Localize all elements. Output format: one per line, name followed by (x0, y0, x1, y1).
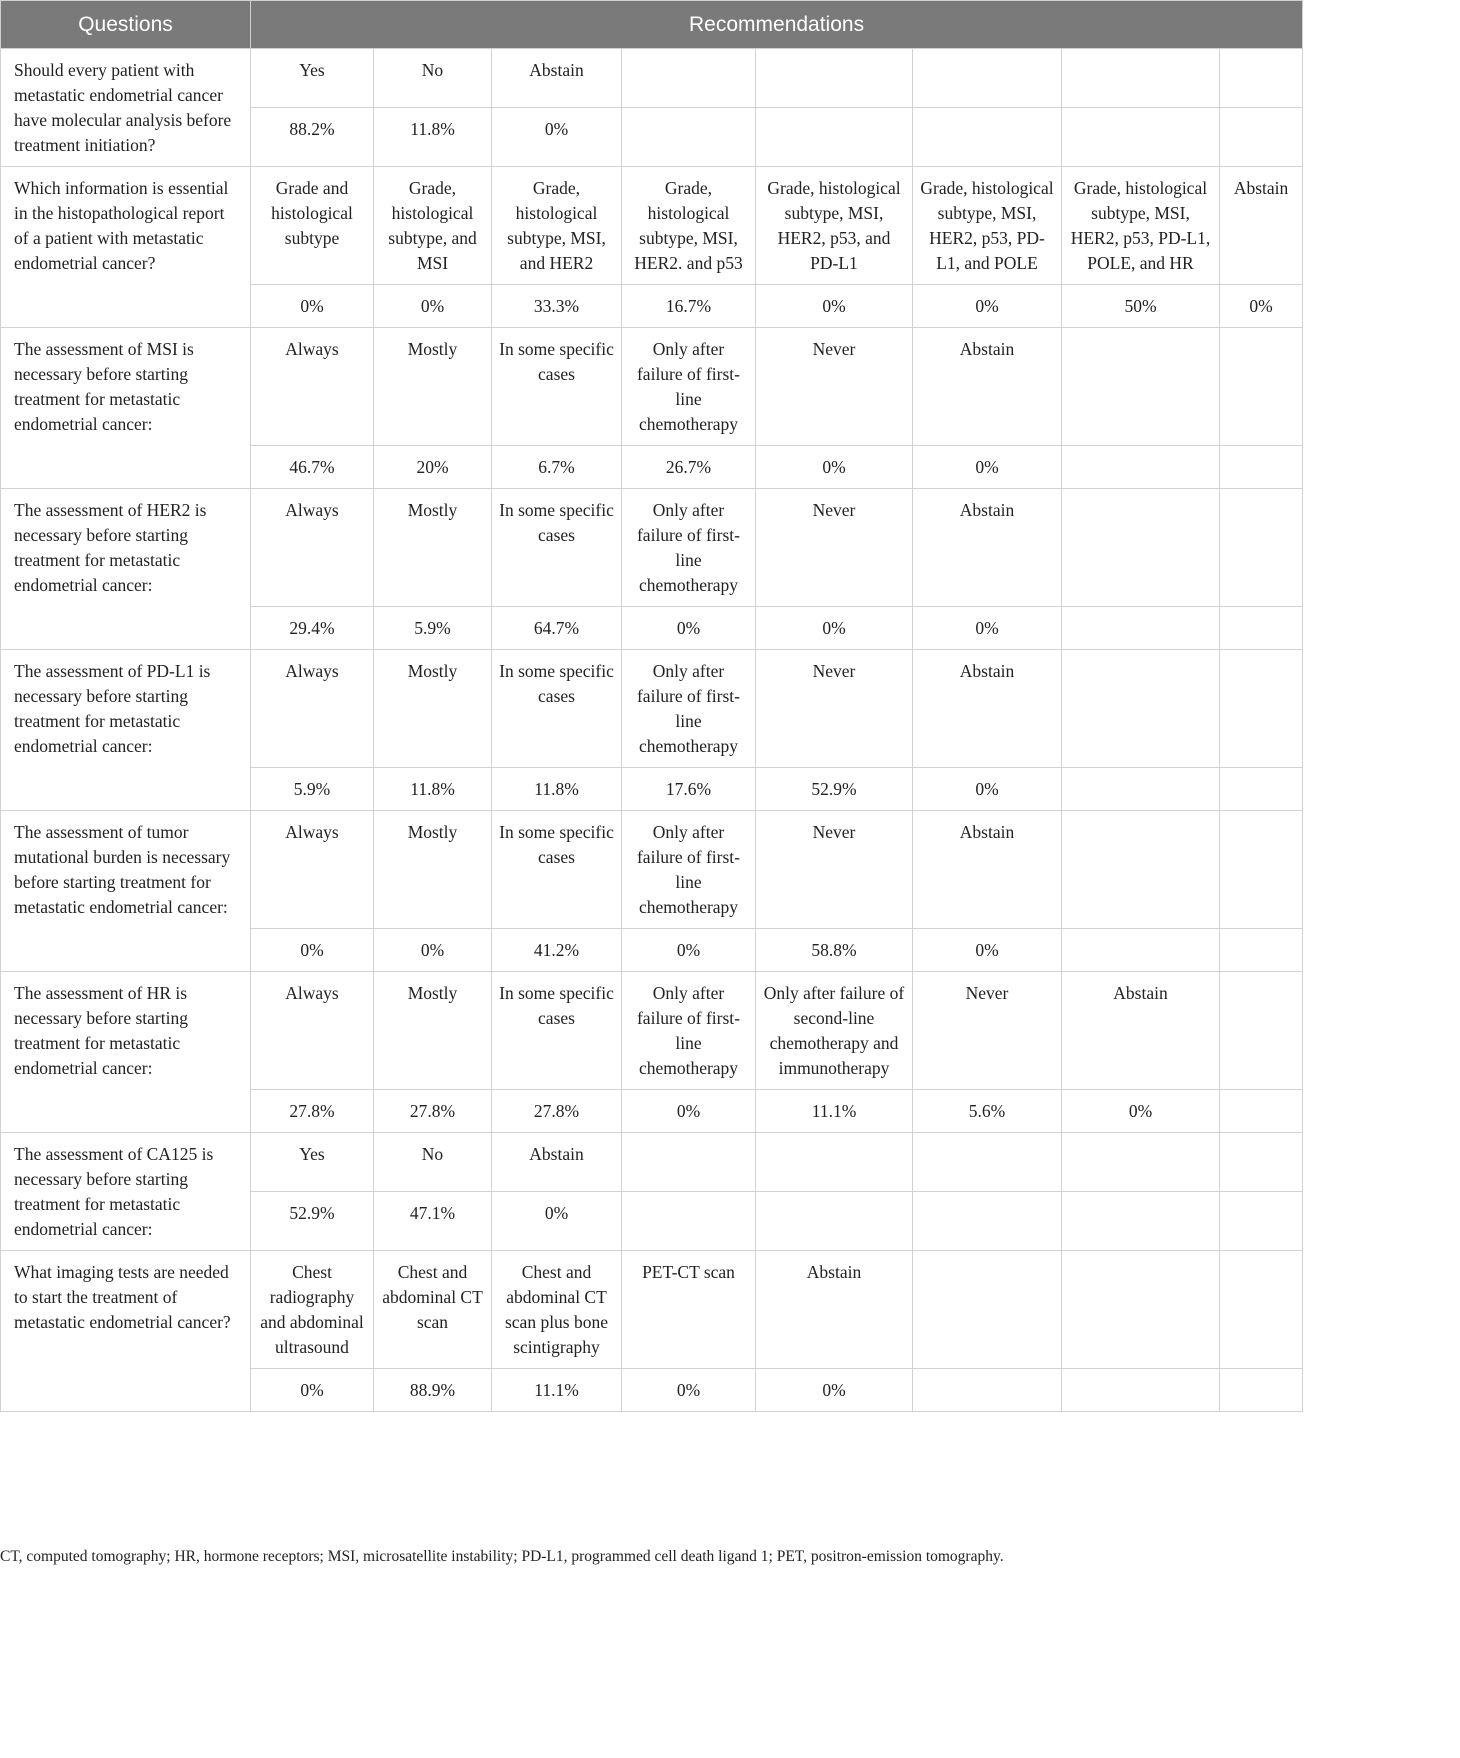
option-cell: Never (756, 811, 913, 929)
value-cell: 0% (374, 285, 492, 328)
value-cell: 88.9% (374, 1369, 492, 1412)
value-cell: 0% (374, 929, 492, 972)
value-cell (1220, 1090, 1303, 1133)
value-cell (756, 108, 913, 167)
value-cell: 0% (913, 768, 1062, 811)
option-cell (1220, 1133, 1303, 1192)
option-cell: Only after failure of first-line chemotherapy (622, 811, 756, 929)
option-cell: Abstain (1062, 972, 1220, 1090)
value-cell: 6.7% (492, 446, 622, 489)
value-cell (913, 108, 1062, 167)
option-cell: Grade, histological subtype, MSI, HER2, p53, and PD-L1 (756, 167, 913, 285)
option-cell: In some specific cases (492, 328, 622, 446)
option-cell: Always (251, 811, 374, 929)
value-cell (1220, 1192, 1303, 1251)
header-row (1, 1, 1303, 49)
option-cell: Grade, histological subtype, MSI, HER2. and p53 (622, 167, 756, 285)
option-cell (1220, 49, 1303, 108)
table-body (1, 49, 1303, 1412)
option-cell (1220, 328, 1303, 446)
value-cell (622, 108, 756, 167)
value-cell (1220, 446, 1303, 489)
option-cell: Abstain (756, 1251, 913, 1369)
value-cell: 0% (1220, 285, 1303, 328)
value-cell: 29.4% (251, 607, 374, 650)
option-cell: Abstain (913, 811, 1062, 929)
value-cell: 0% (756, 446, 913, 489)
value-cell: 27.8% (492, 1090, 622, 1133)
value-cell (1062, 108, 1220, 167)
option-cell: In some specific cases (492, 489, 622, 607)
option-cell: Mostly (374, 650, 492, 768)
question-cell: Which information is essential in the histopathological report of a patient with metastatic endometrial cancer? (1, 167, 251, 328)
option-cell: Never (756, 489, 913, 607)
value-cell: 88.2% (251, 108, 374, 167)
option-cell: Never (756, 328, 913, 446)
table-row-options (1, 489, 1303, 607)
value-cell: 5.9% (251, 768, 374, 811)
value-cell: 0% (251, 929, 374, 972)
table-row-options (1, 811, 1303, 929)
question-cell: The assessment of MSI is necessary before starting treatment for metastatic endometrial cancer: (1, 328, 251, 489)
question-cell: The assessment of tumor mutational burden is necessary before starting treatment for metastatic endometrial cancer: (1, 811, 251, 972)
value-cell: 0% (622, 607, 756, 650)
value-cell: 47.1% (374, 1192, 492, 1251)
option-cell: Grade, histological subtype, MSI, HER2, p53, PD-L1, and POLE (913, 167, 1062, 285)
table-row-options (1, 650, 1303, 768)
value-cell: 50% (1062, 285, 1220, 328)
value-cell: 33.3% (492, 285, 622, 328)
value-cell (1062, 929, 1220, 972)
value-cell: 46.7% (251, 446, 374, 489)
option-cell: Always (251, 489, 374, 607)
option-cell (913, 1251, 1062, 1369)
option-cell: Mostly (374, 972, 492, 1090)
question-cell: What imaging tests are needed to start the treatment of metastatic endometrial cancer? (1, 1251, 251, 1412)
value-cell (1062, 768, 1220, 811)
header-questions: Questions (1, 1, 251, 49)
value-cell: 0% (492, 1192, 622, 1251)
option-cell: Only after failure of first-line chemotherapy (622, 650, 756, 768)
option-cell: Grade, histological subtype, and MSI (374, 167, 492, 285)
option-cell: Mostly (374, 328, 492, 446)
option-cell (1062, 650, 1220, 768)
value-cell: 0% (492, 108, 622, 167)
option-cell (756, 1133, 913, 1192)
question-cell: The assessment of HER2 is necessary before starting treatment for metastatic endometrial cancer: (1, 489, 251, 650)
value-cell: 0% (622, 1090, 756, 1133)
option-cell: Grade, histological subtype, MSI, and HER2 (492, 167, 622, 285)
option-cell (1062, 49, 1220, 108)
value-cell: 52.9% (756, 768, 913, 811)
option-cell (622, 1133, 756, 1192)
option-cell: Only after failure of first-line chemotherapy (622, 328, 756, 446)
header-recommendations: Recommendations (251, 1, 1303, 49)
value-cell: 27.8% (374, 1090, 492, 1133)
option-cell: Only after failure of first-line chemotherapy (622, 489, 756, 607)
option-cell (1220, 650, 1303, 768)
option-cell (622, 49, 756, 108)
value-cell: 58.8% (756, 929, 913, 972)
option-cell (756, 49, 913, 108)
option-cell: PET-CT scan (622, 1251, 756, 1369)
value-cell: 0% (913, 607, 1062, 650)
value-cell: 16.7% (622, 285, 756, 328)
value-cell (622, 1192, 756, 1251)
value-cell (1220, 1369, 1303, 1412)
option-cell: Never (913, 972, 1062, 1090)
option-cell (1062, 811, 1220, 929)
question-cell: The assessment of CA125 is necessary before starting treatment for metastatic endometrial cancer: (1, 1133, 251, 1251)
value-cell: 26.7% (622, 446, 756, 489)
option-cell (913, 1133, 1062, 1192)
option-cell: No (374, 1133, 492, 1192)
table-row-options (1, 972, 1303, 1090)
value-cell: 0% (251, 1369, 374, 1412)
value-cell: 11.8% (374, 768, 492, 811)
value-cell: 0% (622, 1369, 756, 1412)
value-cell: 0% (756, 1369, 913, 1412)
table-row-options (1, 49, 1303, 108)
value-cell: 0% (251, 285, 374, 328)
value-cell: 5.9% (374, 607, 492, 650)
option-cell: Mostly (374, 489, 492, 607)
value-cell: 0% (756, 285, 913, 328)
option-cell (1220, 811, 1303, 929)
value-cell (913, 1369, 1062, 1412)
value-cell: 0% (913, 446, 1062, 489)
value-cell: 11.1% (756, 1090, 913, 1133)
option-cell: Chest and abdominal CT scan plus bone scintigraphy (492, 1251, 622, 1369)
option-cell (1062, 489, 1220, 607)
value-cell: 20% (374, 446, 492, 489)
option-cell: Abstain (1220, 167, 1303, 285)
option-cell: Abstain (913, 489, 1062, 607)
option-cell: Grade and histological subtype (251, 167, 374, 285)
value-cell: 27.8% (251, 1090, 374, 1133)
option-cell: Only after failure of second-line chemotherapy and immunotherapy (756, 972, 913, 1090)
value-cell: 0% (913, 929, 1062, 972)
value-cell: 11.8% (492, 768, 622, 811)
value-cell: 5.6% (913, 1090, 1062, 1133)
value-cell: 17.6% (622, 768, 756, 811)
option-cell: In some specific cases (492, 972, 622, 1090)
question-cell: The assessment of HR is necessary before starting treatment for metastatic endometrial cancer: (1, 972, 251, 1133)
option-cell (1062, 1251, 1220, 1369)
option-cell: Yes (251, 1133, 374, 1192)
option-cell (1220, 489, 1303, 607)
option-cell: Chest radiography and abdominal ultrasound (251, 1251, 374, 1369)
question-cell: Should every patient with metastatic endometrial cancer have molecular analysis before treatment initiation? (1, 49, 251, 167)
value-cell: 0% (622, 929, 756, 972)
option-cell: Abstain (913, 328, 1062, 446)
value-cell: 11.1% (492, 1369, 622, 1412)
value-cell (1220, 108, 1303, 167)
value-cell: 41.2% (492, 929, 622, 972)
option-cell (1062, 328, 1220, 446)
value-cell (1062, 1192, 1220, 1251)
value-cell: 0% (756, 607, 913, 650)
value-cell: 0% (913, 285, 1062, 328)
option-cell: Always (251, 972, 374, 1090)
option-cell: Always (251, 650, 374, 768)
value-cell (913, 1192, 1062, 1251)
value-cell (1062, 446, 1220, 489)
option-cell: Only after failure of first-line chemotherapy (622, 972, 756, 1090)
option-cell: Never (756, 650, 913, 768)
option-cell: Abstain (492, 1133, 622, 1192)
option-cell: Abstain (492, 49, 622, 108)
value-cell: 11.8% (374, 108, 492, 167)
table-row-options (1, 1251, 1303, 1369)
option-cell: No (374, 49, 492, 108)
option-cell: Abstain (913, 650, 1062, 768)
option-cell (1220, 1251, 1303, 1369)
option-cell (913, 49, 1062, 108)
option-cell: In some specific cases (492, 811, 622, 929)
value-cell: 52.9% (251, 1192, 374, 1251)
option-cell (1062, 1133, 1220, 1192)
option-cell: Grade, histological subtype, MSI, HER2, p53, PD-L1, POLE, and HR (1062, 167, 1220, 285)
value-cell: 64.7% (492, 607, 622, 650)
table-footnote: CT, computed tomography; HR, hormone receptors; MSI, microsatellite instability; PD-L1, programmed cell death ligand 1; PET, positron-emission tomography. (0, 1548, 1004, 1565)
option-cell: Always (251, 328, 374, 446)
table-row-options (1, 328, 1303, 446)
value-cell (756, 1192, 913, 1251)
value-cell (1062, 1369, 1220, 1412)
table-row-options (1, 1133, 1303, 1192)
option-cell: Yes (251, 49, 374, 108)
table-row-options (1, 167, 1303, 285)
value-cell (1220, 929, 1303, 972)
value-cell (1220, 768, 1303, 811)
option-cell (1220, 972, 1303, 1090)
value-cell (1220, 607, 1303, 650)
option-cell: In some specific cases (492, 650, 622, 768)
value-cell (1062, 607, 1220, 650)
question-cell: The assessment of PD-L1 is necessary before starting treatment for metastatic endometrial cancer: (1, 650, 251, 811)
option-cell: Chest and abdominal CT scan (374, 1251, 492, 1369)
value-cell: 0% (1062, 1090, 1220, 1133)
option-cell: Mostly (374, 811, 492, 929)
